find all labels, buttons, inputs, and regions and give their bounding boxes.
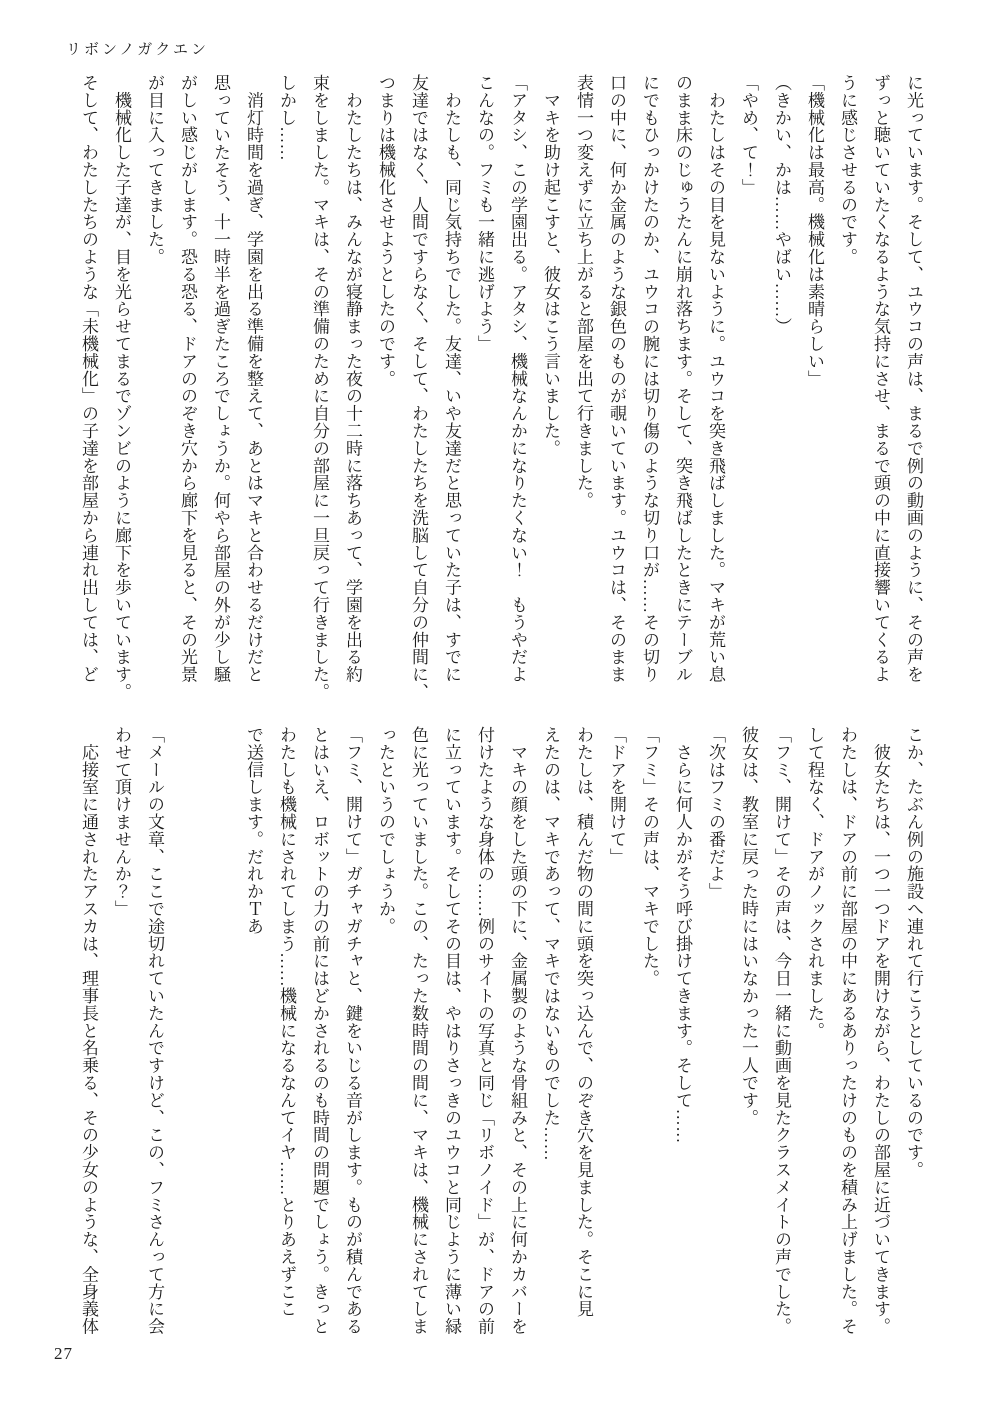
text-line: わたしはその目を見ないように。ユウコを突き飛ばしました。マキが荒い息 xyxy=(706,74,725,683)
text-line: に立っています。そしてその目は、やはりさっきのユウコと同じように薄い緑 xyxy=(442,726,461,1335)
blank-line xyxy=(204,726,237,1362)
text-line: マキの顔をした頭の下に、金属製のような骨組みと、その上に何かカバーを xyxy=(508,726,527,1335)
vertical-text-block-top xyxy=(70,74,930,710)
text-line: 「アタシ、この学園出る。アタシ、機械なんかになりたくない！ もうやだよ xyxy=(508,74,527,683)
text-line: とはいえ、ロボットの力の前にはどかされるのも時間の問題でしょう。きっと xyxy=(310,726,329,1335)
text-line: 消灯時間を過ぎ、学園を出る準備を整えて、あとはマキと合わせるだけだと xyxy=(244,74,263,683)
text-line: にでもひっかけたのか、ユウコの腕には切り傷のような切り口が……その切り xyxy=(640,74,659,683)
text-line: 「フミ、開けて」その声は、今日一緒に動画を見たクラスメイトの声でした。 xyxy=(772,726,791,1335)
text-line: して程なく、ドアがノックされました。 xyxy=(805,726,824,1040)
text-line: 「フミ」その声は、マキでした。 xyxy=(640,726,659,987)
text-line: わたしは、積んだ物の間に頭を突っ込んで、のぞき穴を見ました。そこに見 xyxy=(574,726,593,1318)
text-line: がしい感じがします。恐る恐る、ドアののぞき穴から廊下を見ると、その光景 xyxy=(178,74,197,683)
text-line: えたのは、マキであって、マキではないものでした…… xyxy=(541,726,560,1161)
text-line: 付けたような身体の……例のサイトの写真と同じ「リボノイド」が、ドアの前 xyxy=(475,726,494,1335)
text-line: わたしも、同じ気持ちでした。友達、いや友達だと思っていた子は、すでに xyxy=(442,74,461,683)
text-line: で送信します。だれかＴあ xyxy=(244,726,263,935)
text-line: わせて頂けませんか？」 xyxy=(112,726,131,918)
text-line: わたしは、ドアの前に部屋の中にあるありったけのものを積み上げました。そ xyxy=(838,726,857,1335)
text-line: 機械化した子達が、目を光らせてまるでゾンビのように廊下を歩いています。 xyxy=(112,74,131,701)
text-line: のまま床のじゅうたんに崩れ落ちます。そして、突き飛ばしたときにテーブル xyxy=(673,74,692,683)
text-line: うに感じさせるのです。 xyxy=(838,74,857,266)
text-line: 束をしました。マキは、その準備のために自分の部屋に一旦戻って行きました。 xyxy=(310,74,329,701)
text-line: わたしたちは、みんなが寝静まった夜の十二時に落ちあって、学園を出る約 xyxy=(343,74,362,683)
text-line: ったというのでしょうか。 xyxy=(376,726,395,935)
text-line: 「機械化は最高。機械化は素晴らしい」 xyxy=(805,74,824,388)
text-line: が目に入ってきました。 xyxy=(145,74,164,266)
text-line: 色に光っていました。この、たった数時間の間に、マキは、機械にされてしま xyxy=(409,726,428,1335)
text-line: 応接室に通されたアスカは、理事長と名乗る、その少女のような、全身義体 xyxy=(79,726,98,1335)
text-line: ずっと聴いていたくなるような気持にさせ、まるで頭の中に直接響いてくるよ xyxy=(871,74,890,683)
text-line: 「メールの文章、ここで途切れていたんですけど、この、フミさんって方に会 xyxy=(145,726,164,1335)
text-line: こか、たぶん例の施設へ連れて行こうとしているのです。 xyxy=(904,726,923,1179)
text-line: 表情一つ変えずに立ち上がると部屋を出て行きました。 xyxy=(574,74,593,509)
text-line: さらに何人かがそう呼び掛けてきます。そして…… xyxy=(673,726,692,1144)
page-number: 27 xyxy=(54,1344,73,1363)
text-line: マキを助け起こすと、彼女はこう言いました。 xyxy=(541,74,560,457)
running-head-title: リボンノガクエン xyxy=(66,42,209,58)
text-line: 「やめ、て！」 xyxy=(739,74,758,196)
text-line: つまりは機械化させようとしたのです。 xyxy=(376,74,395,388)
text-line: しかし…… xyxy=(277,74,296,161)
text-line: 思っていたそう、十一時半を過ぎたころでしょうか。何やら部屋の外が少し騒 xyxy=(211,74,230,683)
text-line: わたしも機械にされてしまう……機械になるなんてイヤ……とりあえずここ xyxy=(277,726,296,1318)
text-line: 「ドアを開けて」 xyxy=(607,726,626,866)
text-line: に光っています。そして、ユウコの声は、まるで例の動画のように、その声を xyxy=(904,74,923,683)
text-line: 彼女は、教室に戻った時にはいなかった一人です。 xyxy=(739,726,758,1127)
blank-line xyxy=(171,726,204,1362)
text-line: 彼女たちは、一つ一つドアを開けながら、わたしの部屋に近づいてきます。 xyxy=(871,726,890,1335)
text-line: そして、わたしたちのような「未機械化」の子達を部屋から連れ出しては、ど xyxy=(79,74,98,683)
text-line: （きかい、かは……やばい……） xyxy=(772,74,791,335)
text-line: 「次はフミの番だよ」 xyxy=(706,726,725,900)
vertical-text-block-bottom xyxy=(70,726,930,1362)
text-line: 友達ではなく、人間ですらなく、そして、わたしたちを洗脳して自分の仲間に、 xyxy=(409,74,428,701)
text-line: 口の中に、何か金属のような銀色のものが覗いています。ユウコは、そのまま xyxy=(607,74,626,683)
text-line: 「フミ、開けて」ガチャガチャと、鍵をいじる音がします。ものが積んである xyxy=(343,726,362,1335)
text-line: こんなの。フミも一緒に逃げよう」 xyxy=(475,74,494,353)
